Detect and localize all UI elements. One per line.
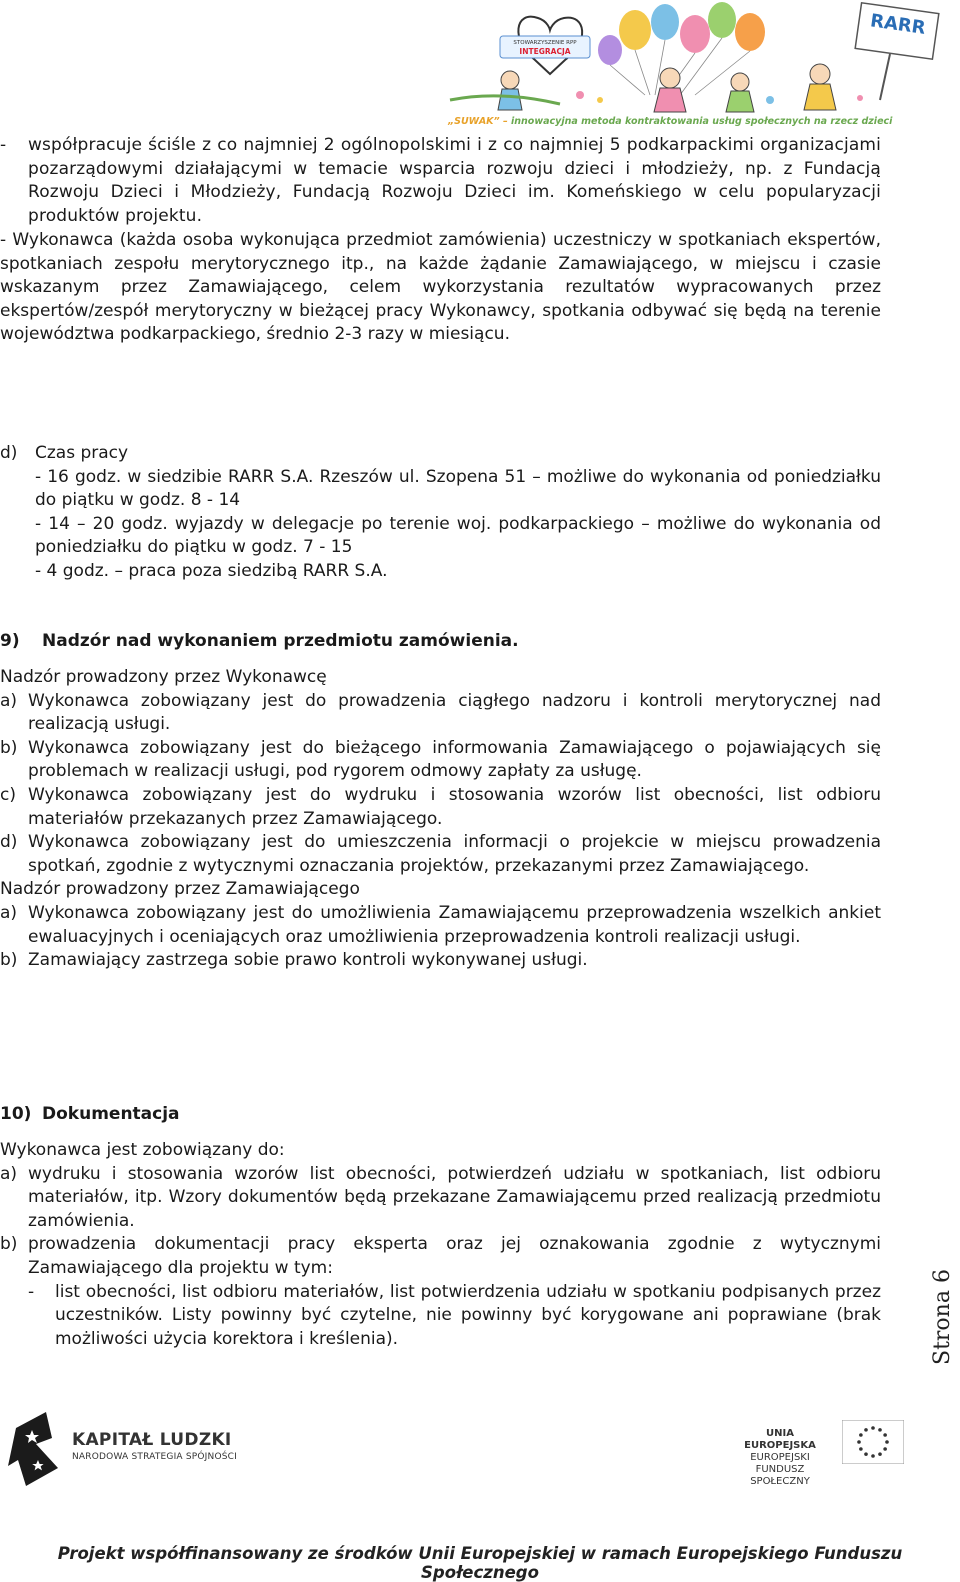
eu-star [859,1447,863,1451]
item-dash: - [28,1281,35,1302]
eu-star [878,1428,882,1432]
section-10-number: 10) [0,1104,32,1124]
intro-paragraph-2: - Wykonawca (każda osoba wykonująca przedmiot zamówienia) uczestniczy w spotkaniach ekspertów, spotkaniach zespołu merytorycznego itp., na każde żądanie Zamawiającego, w miejscu i czasie wskazanym przez Zamawiającego, celem wykorzystania rezultatów wypracowanych przez ekspertów/zespół merytoryczny w bieżącej pracy Wykonawcy, spotkania odbywać się będą na terenie województwa podkarpackiego, średnio 2-3 razy w miesiącu. [0,230,881,345]
svg-text:STOWARZYSZENIE RPP: STOWARZYSZENIE RPP [513,40,577,46]
section-9-sub-1: Nadzór prowadzony przez Wykonawcę [0,667,327,687]
sub2-item-b: Zamawiający zastrzega sobie prawo kontroli wykonywanej usługi. [28,950,588,971]
eu-flag-icon [842,1420,904,1464]
sub1-item-b: Wykonawca zobowiązany jest do bieżącego informowania Zamawiającego o pojawiających się problemach w realizacji usługi, pod rygorem odmowy zapłaty za usługę. [28,737,881,782]
eu-star [871,1454,875,1458]
kl-title: KAPITAŁ LUDZKI [72,1430,232,1450]
section-9-body [0,666,881,973]
sub1-item-a: Wykonawca zobowiązany jest do prowadzenia ciągłego nadzoru i kontroli merytorycznej nad realizacją usługi. [28,690,881,735]
project-tagline: „SUWAK” – innowacyjna metoda kontraktowania usług społecznych na rzecz dzieci [448,116,893,127]
section-d-title: Czas pracy [35,443,129,463]
cofinancing-note: Projekt współfinansowany ze środków Unii Europejskiej w ramach Europejskiego Funduszu Społecznego [57,1544,903,1582]
section-10-title: Dokumentacja [42,1104,180,1124]
section-10-body [0,1139,881,1351]
eu-star [871,1426,875,1430]
sub1-item-d: Wykonawca zobowiązany jest do umieszczenia informacji o projekcie w miejscu prowadzenia spotkań, zgodnie z wytycznymi oznaczania projektów, przekazanymi przez Zamawiającego. [28,832,881,876]
item-label: c) [0,784,16,805]
kapital-ludzki-logo-icon [6,1408,66,1490]
kapital-ludzki-logo [72,1430,237,1462]
section-9-sub-2: Nadzór prowadzony przez Zamawiającego [0,879,360,900]
section-9-number: 9) [0,631,20,651]
item-label: d) [0,832,18,853]
item-label: a) [0,690,18,711]
section-d-line-3: - 4 godz. – praca poza siedzibą RARR S.A. [35,560,388,581]
svg-text:RARR: RARR [868,10,927,39]
section-10-heading [0,1103,881,1127]
eu-star [864,1428,868,1432]
section-9-title: Nadzór nad wykonaniem przedmiotu zamówienia. [42,631,519,651]
section-9-heading [0,630,881,654]
sub2-item-a: Wykonawca zobowiązany jest do umożliwienia Zamawiającemu przeprowadzenia wszelkich ankiet ewaluacyjnych i oceniających oraz umożliwienia przeprowadzenia kontroli realizacji usługi. [28,902,881,947]
sub1-item-c: Wykonawca zobowiązany jest do wydruku i stosowania wzorów list obecności, list odbioru materiałów przekazanych przez Zamawiającego. [28,784,881,829]
eu-star [885,1440,889,1444]
eu-star [878,1452,882,1456]
item-label: a) [0,1163,18,1184]
item-label: b) [0,1234,18,1255]
eu-logo-text: UNIA EUROPEJSKA EUROPEJSKI FUNDUSZ SPOŁECZNY [744,1428,816,1487]
eu-star [859,1433,863,1437]
section-10-intro: Wykonawca jest zobowiązany do: [0,1140,285,1160]
section-10-item-b: prowadzenia dokumentacji pracy eksperta oraz jej oznakowania zgodnie z wytycznymi Zamawiającego dla projektu w tym: [28,1234,881,1278]
svg-text:INTEGRACJA: INTEGRACJA [519,47,571,56]
section-10-item-a: wydruku i stosowania wzorów list obecności, potwierdzeń udziału w spotkaniach, list odbioru materiałów, itp. Wzory dokumentów będą przekazane Zamawiającemu przed realizacją przedmiotu zamówienia. [28,1163,881,1231]
eu-star [857,1440,861,1444]
eu-star [883,1433,887,1437]
section-10-item-b-sub: list obecności, list odbioru materiałów, list potwierdzenia udziału w spotkaniu podpisanych przez uczestników. Listy powinny być czytelne, nie powinny być korygowane ani poprawiane (brak możliwości użycia korektora i kreślenia). [55,1281,881,1349]
item-label: b) [0,950,18,971]
kl-subtitle: NARODOWA STRATEGIA SPÓJNOŚCI [72,1452,237,1462]
section-d-label: d) [0,443,18,463]
item-label: b) [0,737,18,758]
intro-item-1 [0,134,881,228]
eu-star [883,1447,887,1451]
item-label: a) [0,902,18,923]
project-header-banner [440,0,960,132]
eu-star [864,1452,868,1456]
section-d-line-2: - 14 – 20 godz. wyjazdy w delegacje po terenie woj. podkarpackiego – możliwe do wykonania od poniedziałku do piątku w godz. 7 - 15 [35,513,881,558]
section-d-line-1: - 16 godz. w siedzibie RARR S.A. Rzeszów ul. Szopena 51 – możliwe do wykonania od poniedziałku do piątku w godz. 8 - 14 [35,466,881,511]
intro-item-1-text: współpracuje ściśle z co najmniej 2 ogólnopolskimi i z co najmniej 5 podkarpackimi organizacjami pozarządowymi działającymi w temacie wsparcia rozwoju dzieci i młodzieży, np. z Fundacją Rozwoju Dzieci i Młodzieży, Fundacją Rozwoju Dzieci im. Komeńskiego w celu popularyzacji produktów projektu. [28,135,881,226]
item-dash: - [0,135,7,155]
page-number: Strona 6 [930,1269,955,1365]
section-d [0,442,881,584]
